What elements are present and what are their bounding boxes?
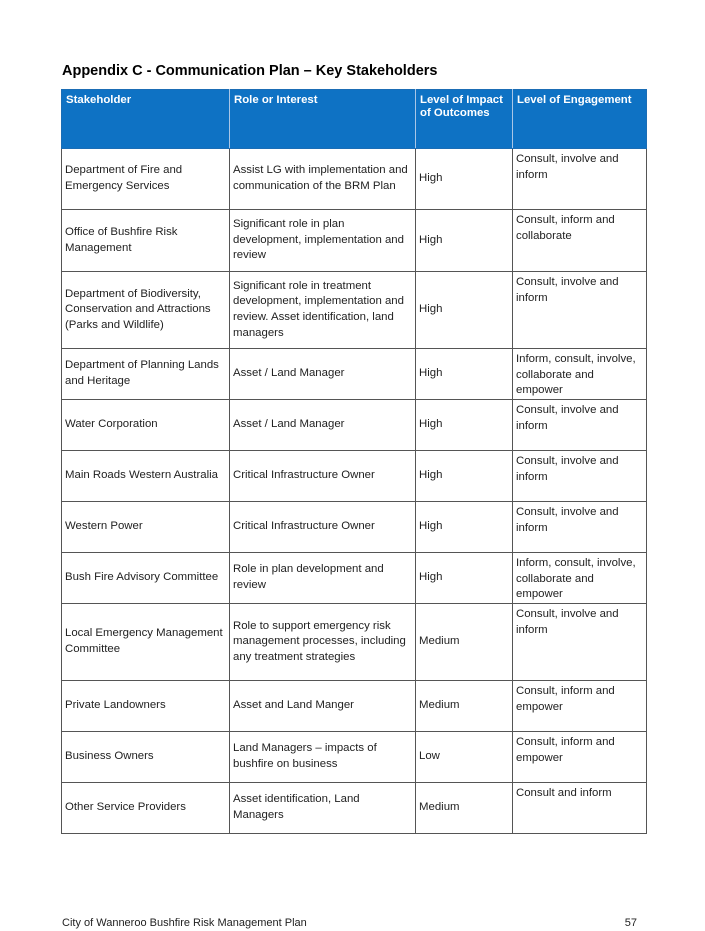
appendix-title: Appendix C - Communication Plan – Key Stakeholders [62,63,438,79]
header-stakeholder: Stakeholder [62,90,230,149]
stakeholder-cell: Department of Planning Lands and Heritage [62,349,230,400]
role-cell: Asset / Land Manager [230,400,416,451]
impact-level-cell: High [416,502,513,553]
stakeholder-cell: Department of Biodiversity, Conservation and Attractions (Parks and Wildlife) [62,272,230,349]
header-role: Role or Interest [230,90,416,149]
stakeholder-cell: Private Landowners [62,681,230,732]
stakeholder-cell: Western Power [62,502,230,553]
table-row [62,681,647,732]
table-row [62,732,647,783]
role-cell: Critical Infrastructure Owner [230,502,416,553]
engagement-level-cell: Consult, involve and inform [513,451,647,502]
stakeholder-cell: Office of Bushfire Risk Management [62,210,230,272]
role-cell: Asset identification, Land Managers [230,783,416,834]
engagement-level-cell: Consult, inform and empower [513,681,647,732]
role-cell: Significant role in treatment development, implementation and review. Asset identification, land managers [230,272,416,349]
table-row [62,604,647,681]
role-cell: Assist LG with implementation and communication of the BRM Plan [230,149,416,210]
engagement-level-cell: Inform, consult, involve, collaborate and empower [513,553,647,604]
engagement-level-cell: Consult, involve and inform [513,400,647,451]
table-row [62,272,647,349]
header-engagement: Level of Engagement [513,90,647,149]
table-row [62,149,647,210]
impact-level-cell: Medium [416,681,513,732]
table-row [62,553,647,604]
engagement-level-cell: Consult and inform [513,783,647,834]
stakeholder-cell: Local Emergency Management Committee [62,604,230,681]
stakeholder-table [61,89,647,834]
engagement-level-cell: Consult, involve and inform [513,149,647,210]
table-row [62,349,647,400]
role-cell: Land Managers – impacts of bushfire on business [230,732,416,783]
table-body [62,149,647,834]
engagement-level-cell: Consult, inform and empower [513,732,647,783]
impact-level-cell: High [416,272,513,349]
impact-level-cell: High [416,210,513,272]
role-cell: Role to support emergency risk management processes, including any treatment strategies [230,604,416,681]
table-row [62,451,647,502]
role-cell: Significant role in plan development, implementation and review [230,210,416,272]
header-impact: Level of Impact of Outcomes [416,90,513,149]
stakeholder-cell: Main Roads Western Australia [62,451,230,502]
impact-level-cell: High [416,400,513,451]
impact-level-cell: Medium [416,604,513,681]
engagement-level-cell: Consult, involve and inform [513,502,647,553]
engagement-level-cell: Consult, involve and inform [513,272,647,349]
impact-level-cell: Medium [416,783,513,834]
table-row [62,400,647,451]
impact-level-cell: Low [416,732,513,783]
stakeholder-cell: Water Corporation [62,400,230,451]
header-row [62,90,647,149]
role-cell: Asset and Land Manger [230,681,416,732]
table-row [62,502,647,553]
engagement-level-cell: Inform, consult, involve, collaborate and empower [513,349,647,400]
role-cell: Role in plan development and review [230,553,416,604]
page-footer [62,917,637,929]
stakeholder-cell: Department of Fire and Emergency Services [62,149,230,210]
impact-level-cell: High [416,149,513,210]
role-cell: Critical Infrastructure Owner [230,451,416,502]
engagement-level-cell: Consult, involve and inform [513,604,647,681]
impact-level-cell: High [416,451,513,502]
table-row [62,783,647,834]
footer-document-title: City of Wanneroo Bushfire Risk Management Plan [62,917,307,929]
stakeholder-cell: Bush Fire Advisory Committee [62,553,230,604]
page-number: 57 [624,917,637,929]
table-header [62,90,647,149]
role-cell: Asset / Land Manager [230,349,416,400]
impact-level-cell: High [416,553,513,604]
stakeholder-cell: Other Service Providers [62,783,230,834]
impact-level-cell: High [416,349,513,400]
stakeholder-cell: Business Owners [62,732,230,783]
engagement-level-cell: Consult, inform and collaborate [513,210,647,272]
table-row [62,210,647,272]
